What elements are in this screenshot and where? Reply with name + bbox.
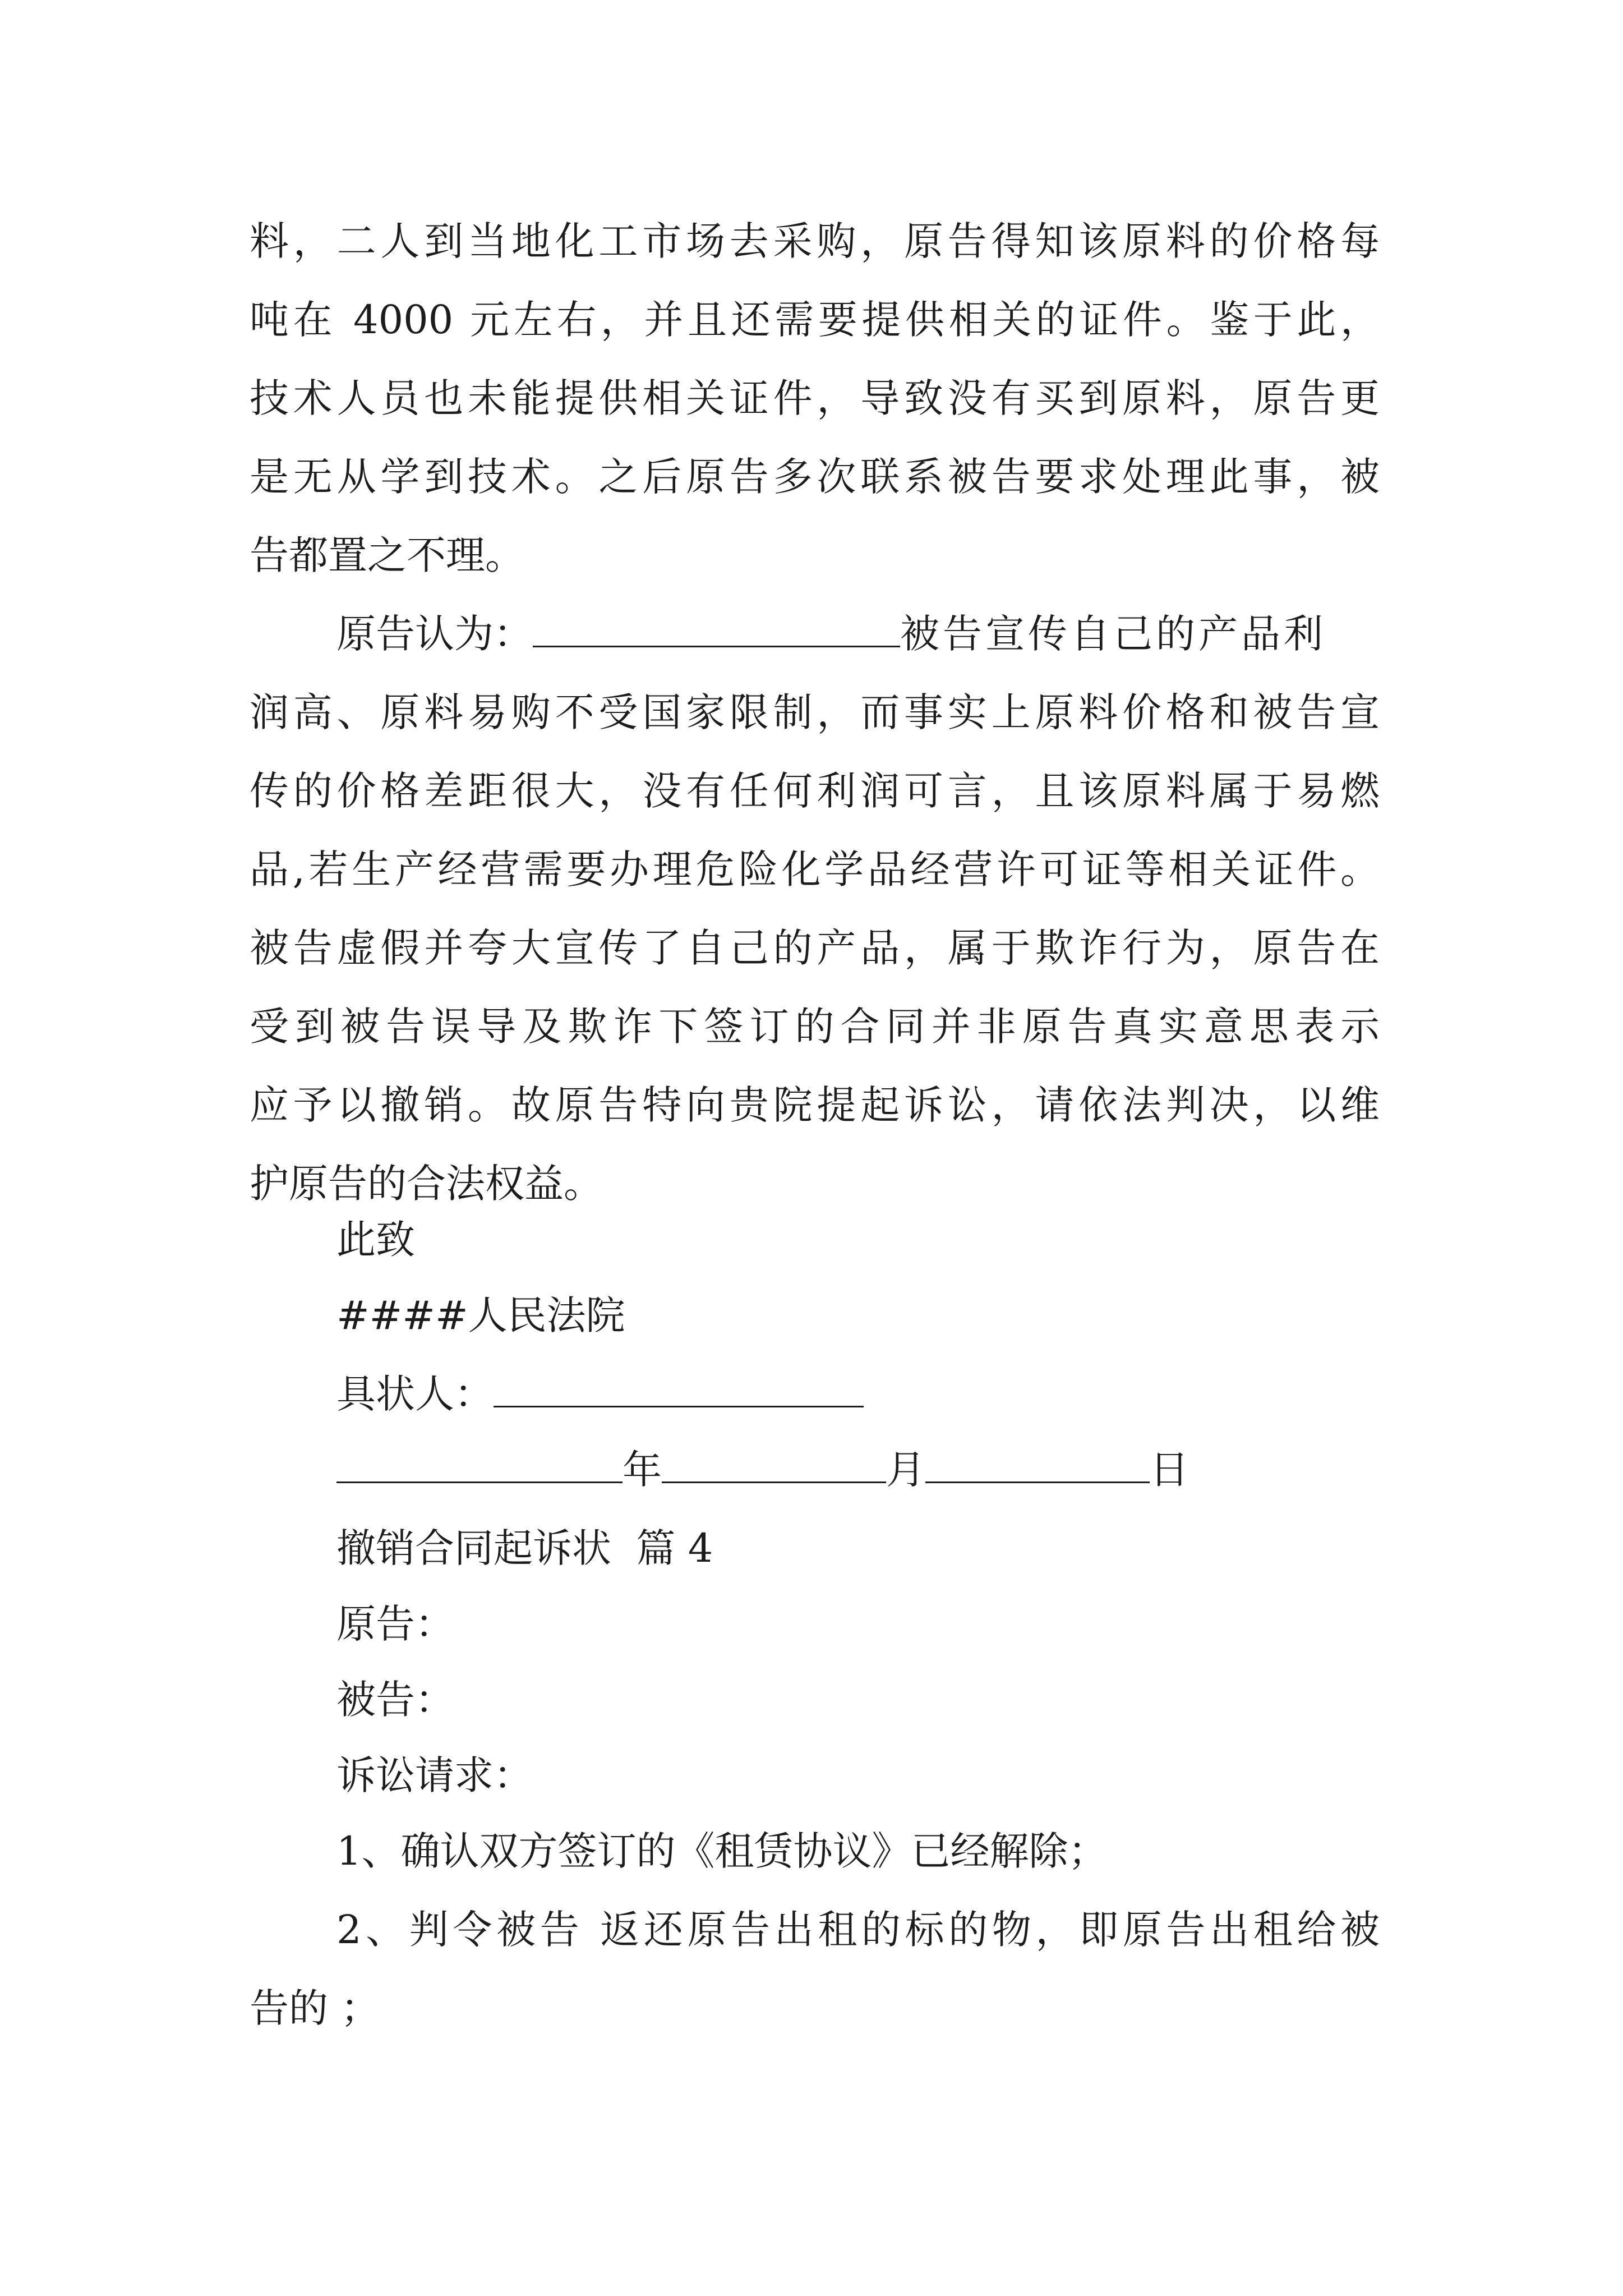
day-blank — [925, 1448, 1150, 1483]
month-blank — [662, 1448, 886, 1483]
defendant-label: 被告： — [336, 1677, 454, 1723]
paragraph-first-line — [336, 609, 1380, 659]
date-line — [336, 1444, 1189, 1495]
paragraph-line: 品,若生产经营需要办理危险化学品经营许可证等相关证件。 — [250, 846, 1380, 892]
salutation: 此致 — [336, 1217, 415, 1263]
plaintiff-label: 原告： — [336, 1601, 454, 1647]
claims-label: 诉讼请求： — [336, 1752, 533, 1798]
paragraph-line: 告都置之不理。 — [250, 532, 524, 578]
paragraph-line: 料，二人到当地化工市场去采购，原告得知该原料的价格每 — [250, 218, 1380, 264]
paragraph-line: 传的价格差距很大，没有任何利润可言，且该原料属于易燃 — [250, 768, 1380, 814]
paragraph-line: 是无从学到技术。之后原告多次联系被告要求处理此事，被 — [250, 454, 1380, 500]
paragraph-line: 受到被告误导及欺诈下签订的合同并非原告真实意思表示 — [250, 1004, 1380, 1050]
paragraph-line: 护原告的合法权益。 — [250, 1161, 603, 1207]
claim-item-continuation: 告的 ； — [250, 1985, 380, 2031]
paragraph-prefix: 原告认为： — [336, 611, 533, 657]
date-month-label: 月 — [886, 1447, 925, 1493]
paragraph-first-line-rest: 被告宣传自己的产品利 — [900, 611, 1326, 657]
signer-label: 具状人： — [336, 1371, 494, 1417]
signer-blank — [494, 1372, 864, 1407]
date-day-label: 日 — [1150, 1447, 1189, 1493]
paragraph-line: 被告虚假并夸大宣传了自己的产品，属于欺诈行为，原告在 — [250, 925, 1380, 971]
paragraph-line: 吨在 4000 元左右，并且还需要提供相关的证件。鉴于此， — [250, 297, 1380, 343]
claim-item: 1、确认双方签订的《租赁协议》已经解除； — [336, 1828, 1108, 1874]
claim-item: 2、判令被告 返还原告出租的标的物，即原告出租给被 — [336, 1907, 1380, 1953]
blank-underline — [533, 612, 900, 647]
paragraph-line: 润高、原料易购不受国家限制，而事实上原料价格和被告宣 — [250, 689, 1380, 735]
paragraph-line: 应予以撤销。故原告特向贵院提起诉讼，请依法判决，以维 — [250, 1082, 1380, 1128]
court-name: ####人民法院 — [336, 1292, 625, 1338]
year-blank — [336, 1448, 623, 1483]
date-year-label: 年 — [623, 1447, 662, 1493]
paragraph-line: 技术人员也未能提供相关证件，导致没有买到原料，原告更 — [250, 375, 1380, 421]
signer-line — [336, 1369, 864, 1419]
section-heading: 撤销合同起诉状 篇 4 — [336, 1525, 713, 1571]
